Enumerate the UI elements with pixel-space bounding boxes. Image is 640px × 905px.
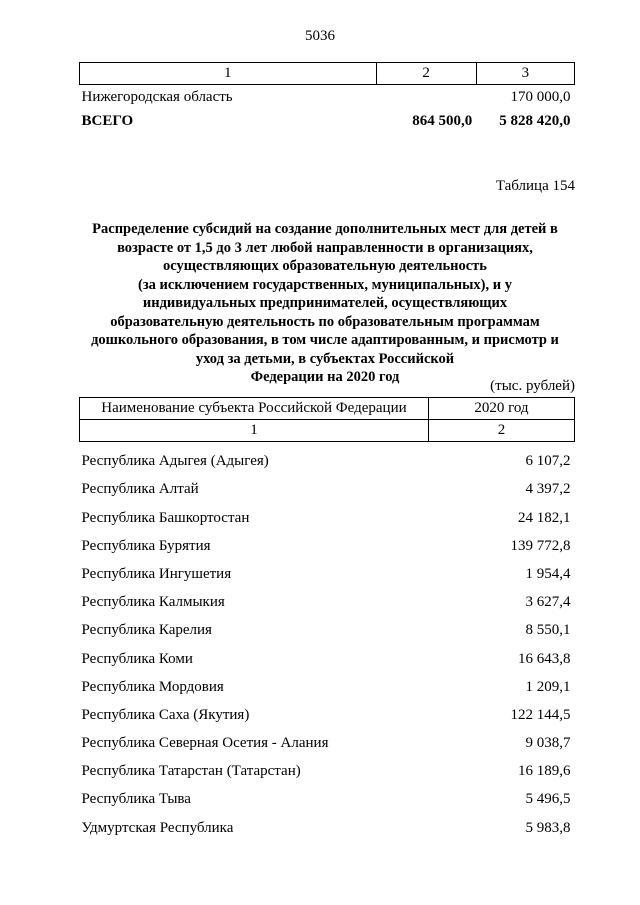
title-line: уход за детьми, в субъектах Российской xyxy=(195,350,455,367)
total-col2: 864 500,0 xyxy=(412,113,473,129)
subsidy-value: 8 550,1 xyxy=(525,622,571,639)
subsidy-value: 4 397,2 xyxy=(525,481,571,498)
table-caption: Таблица 154 xyxy=(495,178,575,194)
subsidy-value: 5 983,8 xyxy=(525,819,571,836)
table-row xyxy=(80,583,575,611)
subsidy-value: 139 772,8 xyxy=(510,537,571,554)
title-line: дошкольного образования, в том числе адаптированным, и присмотр и xyxy=(91,332,559,348)
column-number-row xyxy=(80,420,575,442)
table-row xyxy=(80,85,575,110)
units-label: (тыс. рублей) xyxy=(490,378,575,394)
region-name: Нижегородская область xyxy=(81,89,233,105)
subsidy-value: 1 954,4 xyxy=(525,565,571,582)
column-number-1: 1 xyxy=(80,420,429,442)
table-header-row xyxy=(80,398,575,420)
subsidy-value: 122 144,5 xyxy=(510,706,571,723)
title-line: (за исключением государственных, муниципальных), и у xyxy=(138,276,512,293)
title-line: образовательную деятельность по образовательным программам xyxy=(110,313,540,330)
region-name: Республика Коми xyxy=(81,650,193,667)
title-line: Федерации на 2020 год xyxy=(250,369,400,385)
document-title xyxy=(70,220,580,387)
subsidy-value: 24 182,1 xyxy=(518,509,571,526)
column-number-2: 2 xyxy=(428,420,574,442)
table-row xyxy=(80,808,575,836)
table-row xyxy=(80,527,575,555)
column-number-2: 2 xyxy=(376,63,476,85)
continued-table xyxy=(79,62,575,133)
title-line: индивидуальных предпринимателей, осуществляющих xyxy=(142,295,508,311)
subsidy-table xyxy=(79,397,575,837)
region-name: Республика Саха (Якутия) xyxy=(81,706,250,723)
total-row xyxy=(80,109,575,133)
table-row xyxy=(80,498,575,526)
title-line: осуществляющих образовательную деятельность xyxy=(163,258,487,274)
column-header-region: Наименование субъекта Российской Федерации xyxy=(80,398,429,420)
table-row xyxy=(80,780,575,808)
region-name: Республика Бурятия xyxy=(81,537,211,554)
table-row xyxy=(80,611,575,639)
region-name: Республика Мордовия xyxy=(81,678,224,695)
region-name: Республика Тыва xyxy=(81,791,191,808)
table-row xyxy=(80,555,575,583)
page-number: 5036 xyxy=(305,28,335,44)
table-row xyxy=(80,724,575,752)
table-row xyxy=(80,442,575,471)
region-name: Республика Калмыкия xyxy=(81,594,225,611)
table-row xyxy=(80,752,575,780)
region-name: Республика Алтай xyxy=(81,481,199,498)
subsidy-value: 1 209,1 xyxy=(525,678,571,695)
value-col2 xyxy=(376,85,476,110)
table-row xyxy=(80,470,575,498)
table-header-row xyxy=(80,63,575,85)
subsidy-value: 16 643,8 xyxy=(518,650,571,667)
table-row xyxy=(80,696,575,724)
region-name: Республика Татарстан (Татарстан) xyxy=(81,763,301,780)
subsidy-value: 6 107,2 xyxy=(525,453,571,470)
title-line: Распределение субсидий на создание дополнительных мест для детей в xyxy=(92,221,558,237)
total-col3: 5 828 420,0 xyxy=(499,113,571,129)
column-number-3: 3 xyxy=(476,63,574,85)
value-col3: 170 000,0 xyxy=(510,89,571,105)
table-row xyxy=(80,668,575,696)
total-label: ВСЕГО xyxy=(81,113,134,129)
region-name: Удмуртская Республика xyxy=(81,819,234,836)
subsidy-value: 16 189,6 xyxy=(518,763,571,780)
subsidy-value: 3 627,4 xyxy=(525,594,571,611)
column-number-1: 1 xyxy=(80,63,377,85)
title-line: возрасте от 1,5 до 3 лет любой направленности в организациях, xyxy=(117,239,533,256)
subsidy-value: 5 496,5 xyxy=(525,791,571,808)
region-name: Республика Адыгея (Адыгея) xyxy=(81,453,269,470)
region-name: Республика Башкортостан xyxy=(81,509,250,526)
column-header-year: 2020 год xyxy=(428,398,574,420)
region-name: Республика Ингушетия xyxy=(81,565,232,582)
table-row xyxy=(80,639,575,667)
region-name: Республика Карелия xyxy=(81,622,212,639)
region-name: Республика Северная Осетия - Алания xyxy=(81,735,329,752)
subsidy-value: 9 038,7 xyxy=(525,735,571,752)
